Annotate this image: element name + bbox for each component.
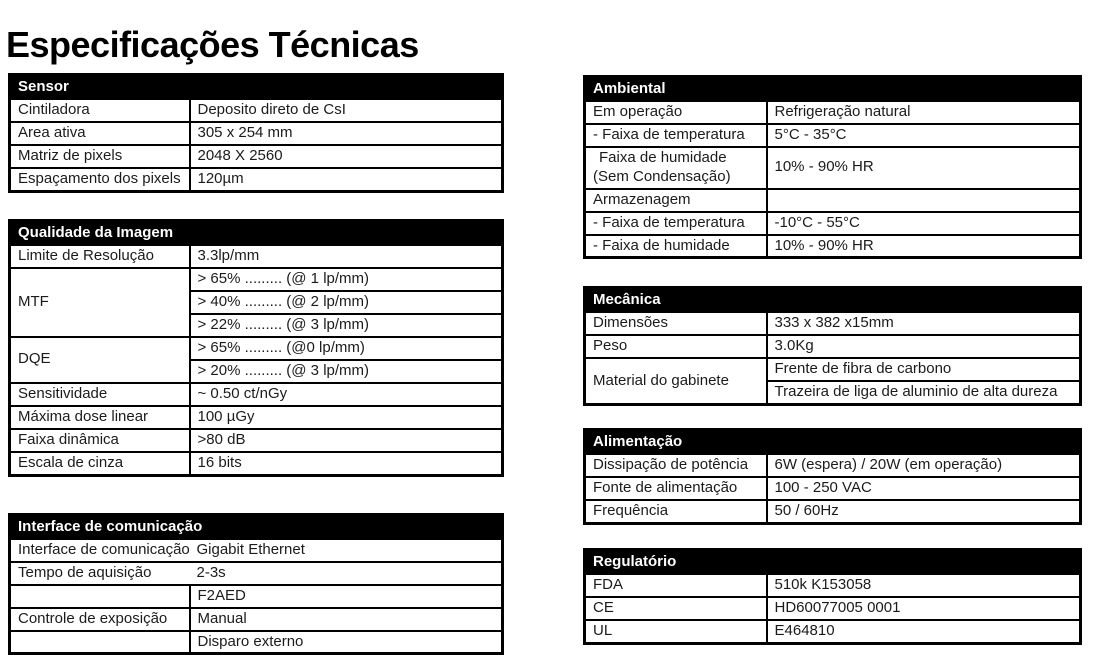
table-row xyxy=(585,454,1081,477)
spec-label: Em operação xyxy=(585,101,767,124)
spec-value: >80 dB xyxy=(190,429,503,452)
table-row xyxy=(10,337,503,360)
spec-value: Disparo externo xyxy=(190,631,503,654)
table-row xyxy=(585,335,1081,358)
left-column xyxy=(8,73,504,655)
section-header: Mecânica xyxy=(585,288,1081,313)
table-row xyxy=(585,189,1081,212)
table-header-row xyxy=(585,288,1081,313)
spec-value: 3.0Kg xyxy=(767,335,1081,358)
table-header-row xyxy=(585,549,1081,574)
section-header: Interface de comunicação xyxy=(10,514,503,539)
regulatory-table xyxy=(583,548,1082,645)
spec-label: Peso xyxy=(585,335,767,358)
power-table xyxy=(583,428,1082,525)
table-row xyxy=(585,124,1081,147)
table-row xyxy=(585,101,1081,124)
spec-label xyxy=(10,631,190,654)
spec-label: Frequência xyxy=(585,500,767,523)
table-row xyxy=(10,245,503,268)
table-header-row xyxy=(10,220,503,245)
spec-value: Manual xyxy=(190,608,503,631)
table-row xyxy=(585,597,1081,620)
spec-label: FDA xyxy=(585,574,767,597)
spec-label: Material do gabinete xyxy=(585,358,767,404)
spec-label: Escala de cinza xyxy=(10,452,190,475)
spec-label: CE xyxy=(585,597,767,620)
table-row xyxy=(10,406,503,429)
spec-label: - Faixa de humidade xyxy=(585,235,767,258)
table-row xyxy=(585,147,1081,189)
table-row xyxy=(10,585,503,608)
section-header: Ambiental xyxy=(585,77,1081,102)
spec-value: > 65% ......... (@ 1 lp/mm) xyxy=(190,268,503,291)
table-row xyxy=(10,562,503,585)
spec-label: DQE xyxy=(10,337,190,383)
spec-label: Dissipação de potência xyxy=(585,454,767,477)
spec-value: 2048 X 2560 xyxy=(190,145,503,168)
spec-label: - Faixa de temperatura xyxy=(585,124,767,147)
environmental-table xyxy=(583,75,1082,259)
spec-value: Deposito direto de CsI xyxy=(190,99,503,122)
table-row xyxy=(10,268,503,291)
table-row xyxy=(585,574,1081,597)
spec-value: Frente de fibra de carbono xyxy=(767,358,1081,381)
spec-label: Area ativa xyxy=(10,122,190,145)
section-header: Alimentação xyxy=(585,430,1081,455)
table-row xyxy=(585,312,1081,335)
table-row xyxy=(10,452,503,475)
table-header-row xyxy=(10,75,503,100)
spec-value: 100 - 250 VAC xyxy=(767,477,1081,500)
table-row xyxy=(585,235,1081,258)
spec-label: Controle de exposição xyxy=(10,608,190,631)
spec-value: ~ 0.50 ct/nGy xyxy=(190,383,503,406)
spec-label xyxy=(585,147,767,189)
spec-value: 3.3lp/mm xyxy=(190,245,503,268)
spec-label: Máxima dose linear xyxy=(10,406,190,429)
spec-label: UL xyxy=(585,620,767,643)
table-row xyxy=(585,212,1081,235)
spec-label-line2: (Sem Condensação) xyxy=(593,167,731,185)
right-column xyxy=(583,75,1082,645)
table-row xyxy=(10,539,503,562)
table-header-row xyxy=(585,430,1081,455)
spec-value: 16 bits xyxy=(190,452,503,475)
spec-value: -10°C - 55°C xyxy=(767,212,1081,235)
table-row xyxy=(10,631,503,654)
spec-value: > 22% ......... (@ 3 lp/mm) xyxy=(190,314,503,337)
spec-value: 2-3s xyxy=(190,562,503,585)
spec-value: 10% - 90% HR xyxy=(767,147,1081,189)
table-row xyxy=(585,477,1081,500)
spec-value: 10% - 90% HR xyxy=(767,235,1081,258)
spec-label: Fonte de alimentação xyxy=(585,477,767,500)
spec-label: Cintiladora xyxy=(10,99,190,122)
spec-value: 50 / 60Hz xyxy=(767,500,1081,523)
spec-label-line1: Faixa de humidade xyxy=(599,149,727,166)
table-row xyxy=(585,620,1081,643)
spec-value: Refrigeração natural xyxy=(767,101,1081,124)
table-row xyxy=(10,383,503,406)
table-header-row xyxy=(10,514,503,539)
spec-value xyxy=(767,189,1081,212)
table-row xyxy=(10,168,503,191)
spec-label xyxy=(10,585,190,608)
section-header: Regulatório xyxy=(585,549,1081,574)
spec-label: Matriz de pixels xyxy=(10,145,190,168)
spec-value: > 65% ......... (@0 lp/mm) xyxy=(190,337,503,360)
communication-interface-table xyxy=(8,513,504,656)
spec-value: E464810 xyxy=(767,620,1081,643)
table-row xyxy=(585,500,1081,523)
sensor-table xyxy=(8,73,504,193)
spec-value: 305 x 254 mm xyxy=(190,122,503,145)
spec-label: Limite de Resolução xyxy=(10,245,190,268)
spec-value: HD60077005 0001 xyxy=(767,597,1081,620)
spec-value: 120µm xyxy=(190,168,503,191)
table-row xyxy=(10,99,503,122)
table-row xyxy=(10,608,503,631)
spec-value: Gigabit Ethernet xyxy=(190,539,503,562)
spec-label: - Faixa de temperatura xyxy=(585,212,767,235)
spec-label: MTF xyxy=(10,268,190,337)
spec-value: 5°C - 35°C xyxy=(767,124,1081,147)
table-row xyxy=(10,429,503,452)
spec-value: 6W (espera) / 20W (em operação) xyxy=(767,454,1081,477)
spec-value: > 40% ......... (@ 2 lp/mm) xyxy=(190,291,503,314)
spec-value: F2AED xyxy=(190,585,503,608)
section-header: Qualidade da Imagem xyxy=(10,220,503,245)
spec-value: 510k K153058 xyxy=(767,574,1081,597)
spec-value: 100 µGy xyxy=(190,406,503,429)
spec-label: Armazenagem xyxy=(585,189,767,212)
image-quality-table xyxy=(8,219,504,477)
table-row xyxy=(585,358,1081,381)
spec-value: Trazeira de liga de aluminio de alta dureza xyxy=(767,381,1081,404)
spec-label: Espaçamento dos pixels xyxy=(10,168,190,191)
spec-value: 333 x 382 x15mm xyxy=(767,312,1081,335)
table-header-row xyxy=(585,77,1081,102)
spec-label: Sensitividade xyxy=(10,383,190,406)
spec-label: Interface de comunicação xyxy=(10,539,190,562)
table-row xyxy=(10,145,503,168)
mechanical-table xyxy=(583,286,1082,406)
spec-label: Tempo de aquisição xyxy=(10,562,190,585)
spec-label: Dimensões xyxy=(585,312,767,335)
section-header: Sensor xyxy=(10,75,503,100)
spec-label: Faixa dinâmica xyxy=(10,429,190,452)
spec-value: > 20% ......... (@ 3 lp/mm) xyxy=(190,360,503,383)
table-row xyxy=(10,122,503,145)
page-title: Especificações Técnicas xyxy=(6,24,419,66)
